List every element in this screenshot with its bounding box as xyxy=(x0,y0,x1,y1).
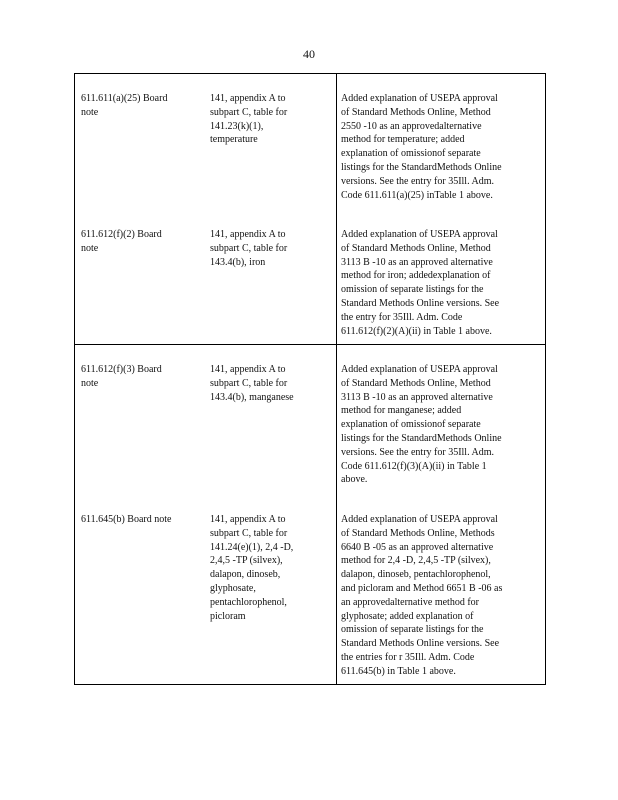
row-description-cell: Added explanation of USEPA approval of Standard Methods Online, Method 2550 -10 as an approvedalternative method for temperature; added explanation of omissionof separate listings for the StandardMethods Online versions. See the entry for 35Ill. Adm. Code 611.611(a)(25) inTable 1 above. xyxy=(341,93,502,201)
page-number: 40 xyxy=(303,47,315,61)
row-description-cell: Added explanation of USEPA approval of Standard Methods Online, Method 3113 B -10 as an approved alternative method for iron; addedexplanation of omission of separate listings for the Standard Methods Online versions. See the entry for 35Ill. Adm. Code 611.612(f)(2)(A)(ii) in Table 1 above. xyxy=(341,229,500,337)
row-section-cell: 611.612(f)(2) Board note xyxy=(81,229,162,254)
row-section-cell: 611.612(f)(3) Board note xyxy=(81,364,162,389)
row-section-cell: 611.611(a)(25) Board note xyxy=(81,93,168,118)
column-divider xyxy=(336,74,337,684)
row-reference-cell: 141, appendix A to subpart C, table for 141.24(e)(1), 2,4 -D, 2,4,5 -TP (silvex), dalapon, dinoseb, glyphosate, pentachlorophenol, picloram xyxy=(210,514,294,622)
row-description-cell: Added explanation of USEPA approval of Standard Methods Online, Method 3113 B -10 as an approved alternative method for manganese; added explanation of omissionof separate listings for the StandardMethods Online versions. See the entry for 35Ill. Adm. Code 611.612(f)(3)(A)(ii) in Table 1 above. xyxy=(341,364,502,486)
row-description-cell: Added explanation of USEPA approval of Standard Methods Online, Methods 6640 B -05 as an approved alternative method for 2,4 -D, 2,4,5 -TP (silvex), dalapon, dinoseb, pentachlorophenol, and picloram and Method 6651 B -06 as an approvedalternative method for glyphosate; added explanation of omission of separate listings for the Standard Methods Online versions. See the entries for r 35Ill. Adm. Code 611.645(b) in Table 1 above. xyxy=(341,514,503,677)
row-reference-cell: 141, appendix A to subpart C, table for 141.23(k)(1), temperature xyxy=(210,93,288,146)
row-divider xyxy=(75,344,545,345)
row-reference-cell: 141, appendix A to subpart C, table for 143.4(b), iron xyxy=(210,229,288,268)
amendments-table xyxy=(74,73,546,685)
row-reference-cell: 141, appendix A to subpart C, table for 143.4(b), manganese xyxy=(210,364,294,403)
row-section-cell: 611.645(b) Board note xyxy=(81,514,172,525)
